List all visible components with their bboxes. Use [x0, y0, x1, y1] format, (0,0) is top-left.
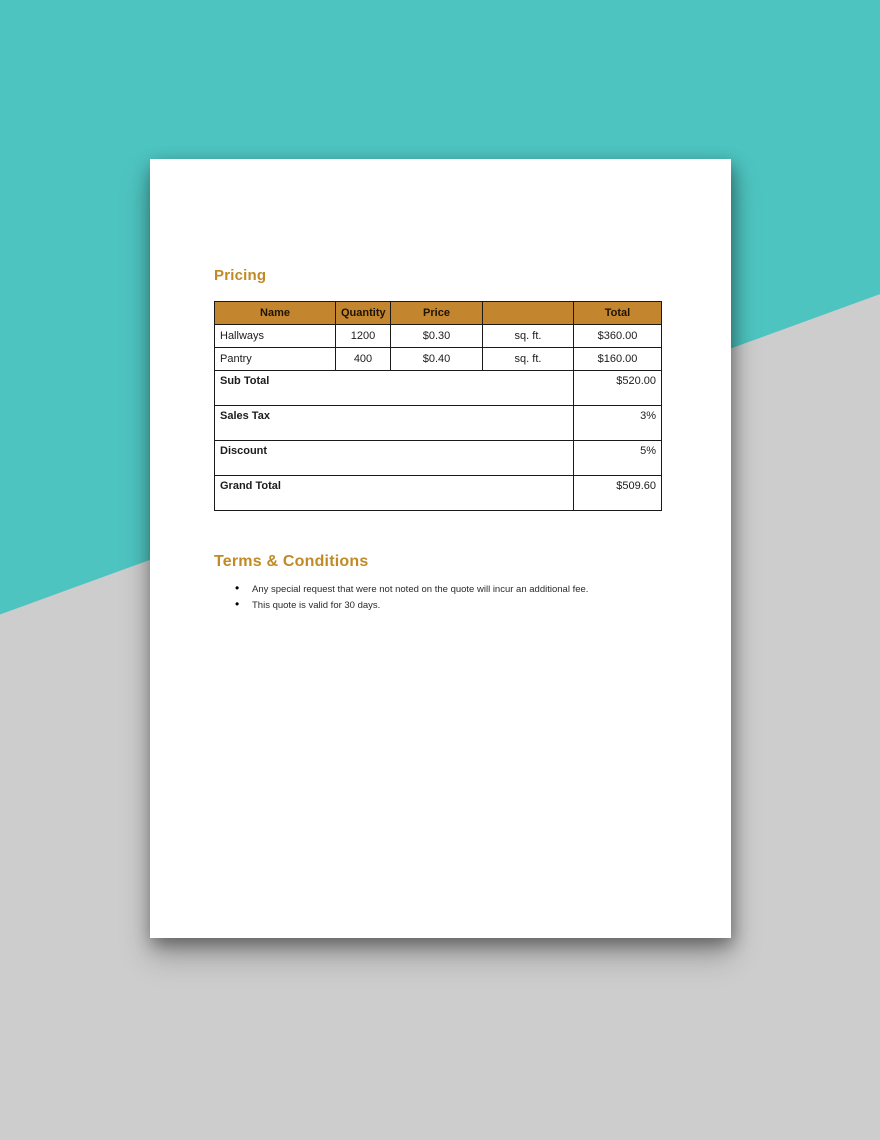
sales-tax-row [215, 406, 662, 441]
discount-row [215, 441, 662, 476]
terms-list [214, 584, 684, 611]
sales-tax-label: Sales Tax [215, 406, 574, 441]
header-total: Total [574, 302, 662, 325]
subtotal-row [215, 371, 662, 406]
header-blank [483, 302, 574, 325]
terms-item: • Any special request that were not noted on the quote will incur an additional fee. [214, 584, 684, 595]
cell-unit: sq. ft. [483, 348, 574, 371]
grand-total-row [215, 476, 662, 511]
header-quantity: Quantity [336, 302, 391, 325]
cell-price: $0.40 [391, 348, 483, 371]
cell-name: Hallways [215, 325, 336, 348]
table-row [215, 348, 662, 371]
header-price: Price [391, 302, 483, 325]
discount-label: Discount [215, 441, 574, 476]
cell-quantity: 400 [336, 348, 391, 371]
table-header-row [215, 302, 662, 325]
cell-name: Pantry [215, 348, 336, 371]
grand-total-value: $509.60 [574, 476, 662, 511]
document-page [150, 159, 731, 938]
discount-value: 5% [574, 441, 662, 476]
pricing-heading: Pricing [214, 267, 267, 284]
cell-total: $160.00 [574, 348, 662, 371]
subtotal-label: Sub Total [215, 371, 574, 406]
terms-heading: Terms & Conditions [214, 553, 369, 570]
document-content [214, 267, 684, 616]
cell-price: $0.30 [391, 325, 483, 348]
header-name: Name [215, 302, 336, 325]
cell-quantity: 1200 [336, 325, 391, 348]
subtotal-value: $520.00 [574, 371, 662, 406]
terms-item: • This quote is valid for 30 days. [214, 600, 684, 611]
grand-total-label: Grand Total [215, 476, 574, 511]
pricing-table [214, 301, 662, 511]
cell-unit: sq. ft. [483, 325, 574, 348]
sales-tax-value: 3% [574, 406, 662, 441]
cell-total: $360.00 [574, 325, 662, 348]
table-row [215, 325, 662, 348]
